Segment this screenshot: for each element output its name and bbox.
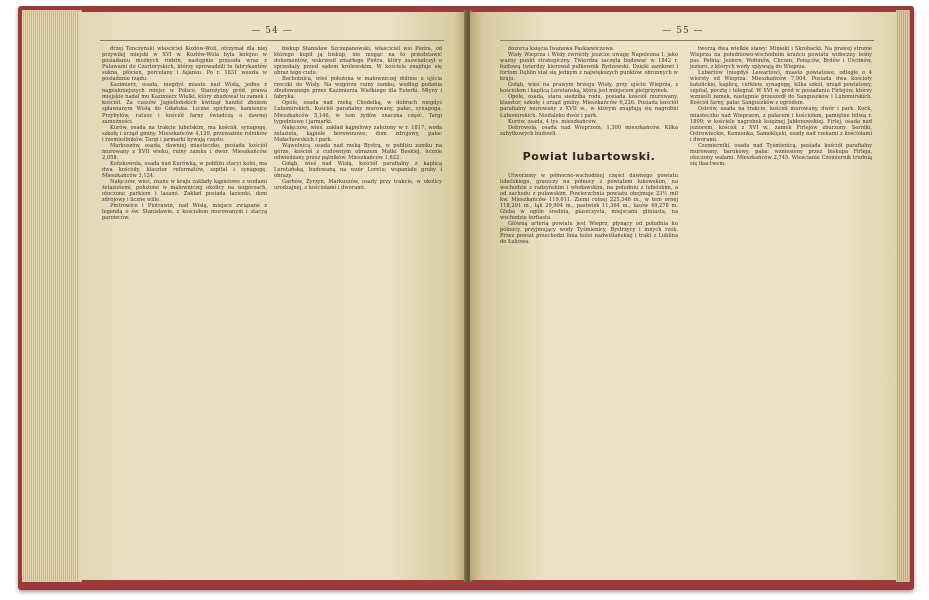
paragraph: Końskowola, osada nad Kurówką, w pobliżu stacyi kolei, ma dwa kościoły, klasztor reformatów, szpital i synagogę. Mieszkańców 3,124. bbox=[102, 160, 267, 179]
right-page-number: — 55 — bbox=[662, 26, 704, 36]
right-column-a bbox=[500, 46, 678, 571]
paragraph: Czemierniki, osada nad Tyśmienicą, posiada kościół parafialny murowany, barokowy, pałac wzniesiony przez biskupa Firleja, otoczony wałami. Mieszkańców 2,745. Włościanie Czemiernik trudnią się tkactwem. bbox=[690, 142, 872, 167]
paragraph: Pintrowice i Piotrawin, nad Wisłą, miejsce związane z legendą o św. Stanisławie, z kościołem murowanym i stacyą parowców. bbox=[102, 203, 267, 222]
paragraph: Bochotnica, wieś położona w malowniczej dolinie u ujścia rzeczki do Wisły. Na wzgórzu ruiny zamku, według podania zbudowanego przez Kazimierza Wielkiego dla Esterki. Młyny i fabryka. bbox=[274, 76, 442, 101]
paragraph: Garbów, Żyrzyn, Markuszów, osady przy trakcie, w okolicy urodzajnej, z kościołami i dworami. bbox=[274, 179, 442, 192]
paragraph: dozorca księcia Iwanowa Paskiewiczowa. bbox=[508, 46, 615, 52]
paragraph: Dobrowola, osada nad Wieprzem, 1,300 mieszkańców. Kilka zabytkowych budowli. bbox=[500, 124, 678, 137]
paragraph: Wąwolnica, osada nad rzeką Bystrą, w pobliżu zamku na górze, kościół z cudownym obrazem Matki Boskiej, licznie odwiedzany przez pątników. Mieszkańców 1,822. bbox=[274, 142, 442, 161]
paragraph: Kurów, osada, 4 tys. mieszkańców. bbox=[508, 118, 597, 125]
paragraph: Kazimierz, osada, niegdyś miasto nad Wisłą, jedno z najpiękniejszych miejsc w Polsce. Starożytny gród, prawa miejskie nadał mu Kazimierz Wielki, który zbudował tu zamek i kościół. Za czasów Jagiellońskich kwitnął handel zbożem spławianym Wisłą do Gdańska. Liczne spichrze, kamienice Przybyłów, ratusz i kościół farny świadczą o dawnej zamożności. bbox=[102, 82, 267, 125]
paragraph: Lubartów (niegdyś Lewartów), miasto powiatowe, odległe o 4 wiorsty od Wieprza. Mieszkańców 7,904. Posiada dwa kościoły katolickie, kaplicę, cerkiew, synagogę, kilka szkół, urząd powiatowy, szpital, pocztę i telegraf. W XVI w. gród w posiadaniu Firlejów, którzy wznieśli zamek, następnie przeszedł do Sanguszków i Lubomirskich. Kościół farny, pałac Sanguszków z ogrodem. bbox=[690, 70, 872, 107]
right-header-rule bbox=[500, 40, 874, 41]
section-title: Powiat lubartowski. bbox=[522, 149, 656, 163]
paragraph: Utworzony w północno-wschodniej części dawnego powiatu lubelskiego, graniczy na północy z powiatem łukowskim, na wschodzie z radzyńskim i włodawskim, na południu z lubelskim, a od zachodu z puławskim. Powierzchnia powiatu obejmuje 23½ mil kw. Mieszkańców 119,011. Ziemi rolnej 225,346 m., w tem ornej 118,291 m., łąk 29,904 m., pastwisk 11,364 m., lasów 49,278 m. Gleba w ogóle średnia, piaszczysta, miejscami gliniasta, na wschodzie torfiasta. bbox=[500, 172, 678, 222]
paragraph: Opole, osada nad rzeką Chodelką, w dobrach niegdyś Lubomirskich. Kościół parafialny murowany, pałac, synagoga. Mieszkańców 5,146, w tem żydów znaczna część. Targi tygodniowe i jarmarki. bbox=[274, 100, 442, 125]
left-page-number: — 54 — bbox=[251, 26, 293, 36]
paragraph: drzej Tenczyński właściciel Kozlów-Woli, otrzymał dla niej przywilej miejski w XVI w. Kozłów-Wola była kolejno w posiadaniu możnych rodzin, następnie przeszła wraz z Puławami do Czartoryskich, którzy sprowadzili tu fabrykantów sukna, płócien, porcelany i fajansu. Po r. 1831 weszła w posiadanie rządu. bbox=[102, 46, 267, 83]
paragraph: Nałęczów, wieś, zakład kąpielowy założony w r. 1817, woda żelazista, kąpiele borowinowe; dom zdrojowy, pałac Małachowskich i park. bbox=[274, 124, 442, 143]
paragraph: Gołąb, wieś nad Wisłą, kościół parafialny z kaplicą Loretańską, budowaną na wzór Loretu; wspaniałe groby i obrazy. bbox=[274, 160, 442, 179]
paragraph: Nałęczów, wieś, znane w kraju zakłady kąpielowe z wodami żelazistemi, położone w malowniczej okolicy na wzgórzach, otoczone parkiem i lasami. Zakład posiada łazienki, dom zdrojowy i liczne wille. bbox=[102, 179, 267, 204]
right-column-b bbox=[690, 46, 872, 571]
paragraph: Markuszów, osada, dawniej miasteczko, posiada kościół murowany z XVII wieku, ruiny zamku i dwór. Mieszkańców 2,058. bbox=[102, 142, 267, 161]
page-edges-left bbox=[22, 10, 82, 582]
paragraph: Wisły Wieprza i Wisły zwróciły jeszcze uwagę Napoleona I, jako ważny punkt strategiczny. Twierdza zaczęta budować w 1842 r. budową twierdzy kierował pułkownik Rydzewski. Dzięki zamkowi i fortom Dęblin stał się jednym z największych punktów obronnych w kraju. bbox=[500, 52, 678, 83]
paragraph: Główną arterią powiatu jest Wieprz, płynący od południa ku północy, przyjmujący wody Tyśmienicy, Bystrzycy i innych rzek. Przez powiat przechodzi linia kolei nadwiślańskiej i trakt z Lublina do Łukowa. bbox=[500, 221, 678, 246]
left-page bbox=[78, 12, 466, 580]
left-header-rule bbox=[100, 40, 444, 41]
page-edges-right bbox=[896, 10, 910, 582]
left-column-b bbox=[274, 46, 442, 571]
paragraph: biskup Stanisław Szczepanowski, właściciel wsi Piotra, od którego kupił ją biskup, nie mogąc na to przedstawić dokumentów, wskrzesił zmarłego Piotra, który zaświadczył o sprzedaży przed sądem królewskim. W kościele znajduje się obraz tego cudu. bbox=[274, 46, 442, 77]
right-page bbox=[470, 12, 896, 580]
paragraph: Kurów, osada na trakcie lubelskim, ma kościół, synagogę, szkołę i urząd gminy. Mieszkańców 4,120, przeważnie rolników i rzemieślników. Targi i jarmarki bywają często. bbox=[102, 124, 267, 143]
paragraph: Ostrów, osada na trakcie, kościół murowany, dwór i park. Kock, miasteczko nad Wieprzem, z pałacem i kościołem, pamiętne bitwą r. 1809; w kościele nagrobek księżnej Jabłonowskiej. Firlej, osada nad jeziorem, kościół z XVI w., zamek Firlejów zburzony. Serniki, Ostrowieckie, Kamionka, Samoklęski, osady nad rzekami z kościołami i dworami. bbox=[690, 106, 872, 143]
open-book bbox=[18, 6, 914, 590]
left-column-a bbox=[102, 46, 267, 571]
paragraph: Opole, osada, stara siedziba rodu, posiada kościół murowany, klasztor, szkołę i urząd gminy. Mieszkańców 6,226. Posiada kościół parafialny murowany z XVII w., w którym znajdują się nagrobki Lubomirskich. Niedaleko dwór i park. bbox=[500, 94, 678, 119]
paragraph: Gołąb, wieś na prawym brzegu Wisły, przy ujściu Wieprza, z kościołem i kaplicą Loretańską, która jest miejscem pielgrzymek. bbox=[500, 82, 678, 95]
paragraph: tworzą dwa wielkie stawy: Minieki i Skrobacki. Na prawej stronie Wieprza na południowo-wschodnim krańcu powiatu widoczny leśny pas. Pełnią: Jezioro, Wohinów, Chrzan, Ponęców, Brdów i Uścimów, jezioro, z których wody spływają do Wieprza. bbox=[690, 46, 872, 71]
